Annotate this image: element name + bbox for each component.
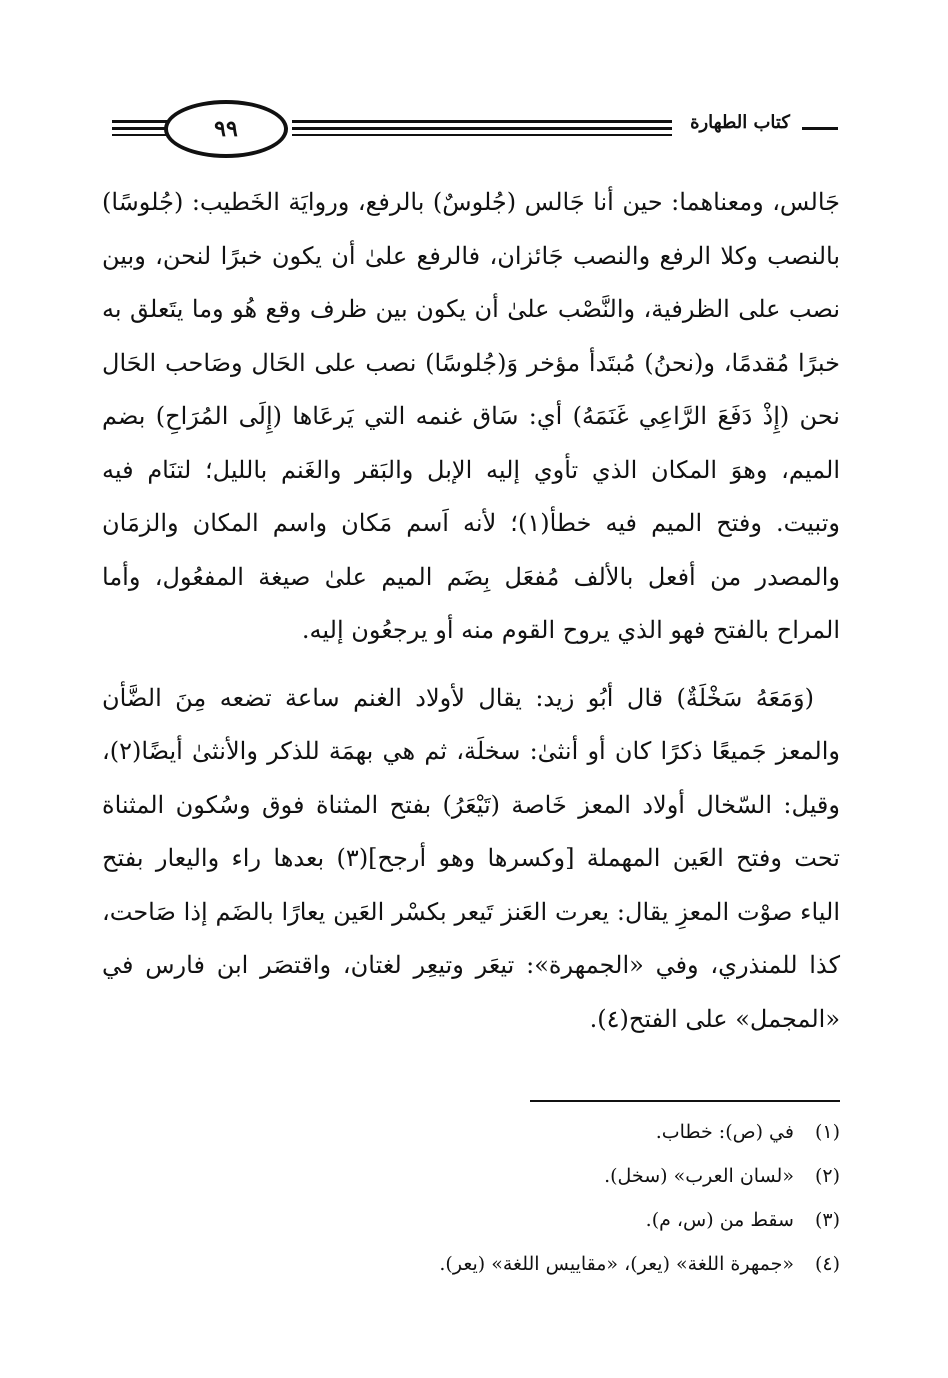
footnote: [102, 1110, 840, 1154]
header-rule-middle: [292, 134, 672, 136]
footnote-text: «جمهرة اللغة» (يعر)، «مقاييس اللغة» (يعر).: [439, 1253, 794, 1275]
footnote-text: «لسان العرب» (سخل).: [604, 1165, 794, 1187]
body-paragraph: (وَمَعَهُ سَخْلَةٌ) قال أبُو زيد: يقال لأولاد الغنم ساعة تضعه مِنَ الضَّأن والمعز جَميعًا ذكرًا كان أو أنثىٰ: سخلَة، ثم هي بهمَة للذكر والأنثىٰ أيضًا(٢)، وقيل: السّخال أولاد المعز خَاصة (تَيْعَرُ) بفتح المثناة فوق وسُكون المثناة تحت وفتح العَين المهملة [وكسرها وهو أرجح](٣) بعدها راء واليعار بفتح الياء صوْت المعزِ يقال: يعرت العَنز تَيعر بكسْر العَين يعارًا بالضَم إذا صَاحت، كذا للمنذري، وفي «الجمهرة»: تيعَر وتيعِر لغتان، واقتصَر ابن فارس في «المجمل» على الفتح(٤).: [102, 683, 840, 1033]
footnote-number: (٣): [814, 1209, 840, 1231]
header-rule-left: [112, 120, 172, 123]
header-rule-middle: [292, 120, 672, 123]
header-rule-right: [802, 127, 838, 130]
footnote: [102, 1242, 840, 1286]
footnote-divider: [530, 1100, 840, 1102]
page-number-oval: [164, 100, 288, 158]
header-rule-middle: [292, 127, 672, 130]
footnote-number: (٤): [814, 1253, 840, 1275]
footnote-text: سقط من (س، م).: [645, 1209, 794, 1231]
main-text: [102, 176, 840, 1046]
footnote-number: (٢): [814, 1165, 840, 1187]
page-header: [112, 92, 838, 176]
footnote-text: في (ص): خطاب.: [655, 1121, 794, 1143]
footnote: [102, 1154, 840, 1198]
footnotes: [102, 1110, 840, 1286]
footnote-number: (١): [814, 1121, 840, 1143]
body-paragraph: جَالس، ومعناهما: حين أنا جَالس (جُلوسٌ) بالرفع، وروايَة الخَطيب: (جُلوسًا) بالنصب وكلا الرفع والنصب جَائزان، فالرفع علىٰ أن يكون خبرًا لنحن، وبين نصب على الظرفية، والنَّصْب علىٰ أن يكون بين ظرف وقع هُو وما يتَعلق به خبرًا مُقدمًا، و(نحنُ) مُبتَدأ مؤخر وَ(جُلوسًا) نصب على الحَال وصَاحب الحَال نحن (إِذْ دَفَعَ الرَّاعِي غَنَمَهُ) أي: سَاق غنمه التي يَرعَاها (إِلَى المُرَاحِ) بضم الميم، وهوَ المكان الذي تأوي إليه الإبل والبَقر والغَنم بالليل؛ لتنَام فيه وتبيت. وفتح الميم فيه خطأ(١)؛ لأنه اَسم مَكان واسم المكان والزمَان والمصدر من أفعل بالألف مُفعَل بِضَم الميم علىٰ صيغة المفعُول، وأما المراح بالفتح فهو الذي يروح القوم منه أو يرجعُون إليه.: [102, 188, 840, 644]
footnote: [102, 1198, 840, 1242]
header-rule-left: [112, 127, 172, 130]
header-rule-left: [112, 134, 172, 136]
page-number: ٩٩: [214, 116, 238, 142]
running-title: كتاب الطهارة: [690, 112, 790, 133]
